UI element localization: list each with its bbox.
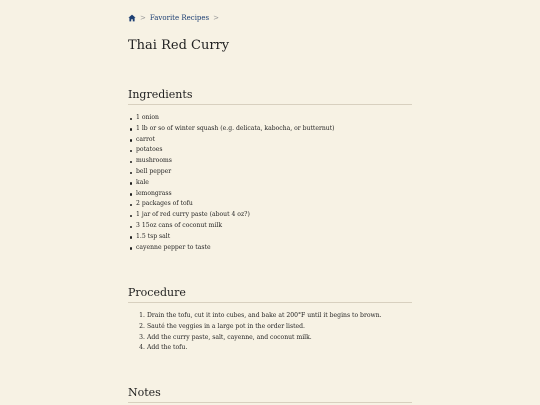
- breadcrumb-separator: >: [213, 14, 220, 22]
- ingredient-item: bell pepper: [136, 167, 335, 178]
- ingredient-item: 1.5 tsp salt: [136, 232, 335, 243]
- procedure-step: [136, 333, 382, 344]
- home-icon[interactable]: [128, 14, 136, 22]
- breadcrumb: [128, 14, 219, 22]
- ingredient-item: 1 lb or so of winter squash (e.g. delicata, kabocha, or butternut): [136, 124, 335, 135]
- step-text: Add the tofu.: [147, 344, 188, 352]
- ingredient-item: carrot: [136, 135, 335, 146]
- procedure-heading: Procedure: [128, 286, 412, 303]
- ingredient-item: cayenne pepper to taste: [136, 243, 335, 254]
- ingredient-item: kale: [136, 178, 335, 189]
- ingredient-item: 2 packages of tofu: [136, 199, 335, 210]
- ingredient-item: potatoes: [136, 145, 335, 156]
- procedure-step: [136, 322, 382, 333]
- step-number: 3.: [139, 333, 145, 341]
- procedure-list: [128, 311, 382, 354]
- procedure-step: [136, 311, 382, 322]
- step-text: Drain the tofu, cut it into cubes, and bake at 200°F until it begins to brown.: [147, 312, 382, 319]
- step-text: Add the curry paste, salt, cayenne, and coconut milk.: [147, 333, 312, 341]
- ingredient-item: 1 onion: [136, 113, 335, 124]
- page-title: Thai Red Curry: [128, 38, 230, 53]
- ingredient-item: mushrooms: [136, 156, 335, 167]
- ingredient-item: lemongrass: [136, 189, 335, 200]
- notes-heading: Notes: [128, 386, 412, 403]
- breadcrumb-link-favorite-recipes[interactable]: Favorite Recipes: [149, 14, 210, 22]
- procedure-step: [136, 343, 382, 354]
- breadcrumb-separator: >: [140, 14, 146, 22]
- ingredient-item: 1 jar of red curry paste (about 4 oz?): [136, 210, 335, 221]
- ingredients-list: [128, 113, 335, 253]
- step-text: Sauté the veggies in a large pot in the order listed.: [147, 322, 305, 330]
- ingredients-heading: Ingredients: [128, 88, 412, 105]
- ingredient-item: 3 15oz cans of coconut milk: [136, 221, 335, 232]
- step-number: 2.: [139, 322, 145, 330]
- step-number: 1.: [139, 312, 145, 319]
- step-number: 4.: [139, 344, 145, 352]
